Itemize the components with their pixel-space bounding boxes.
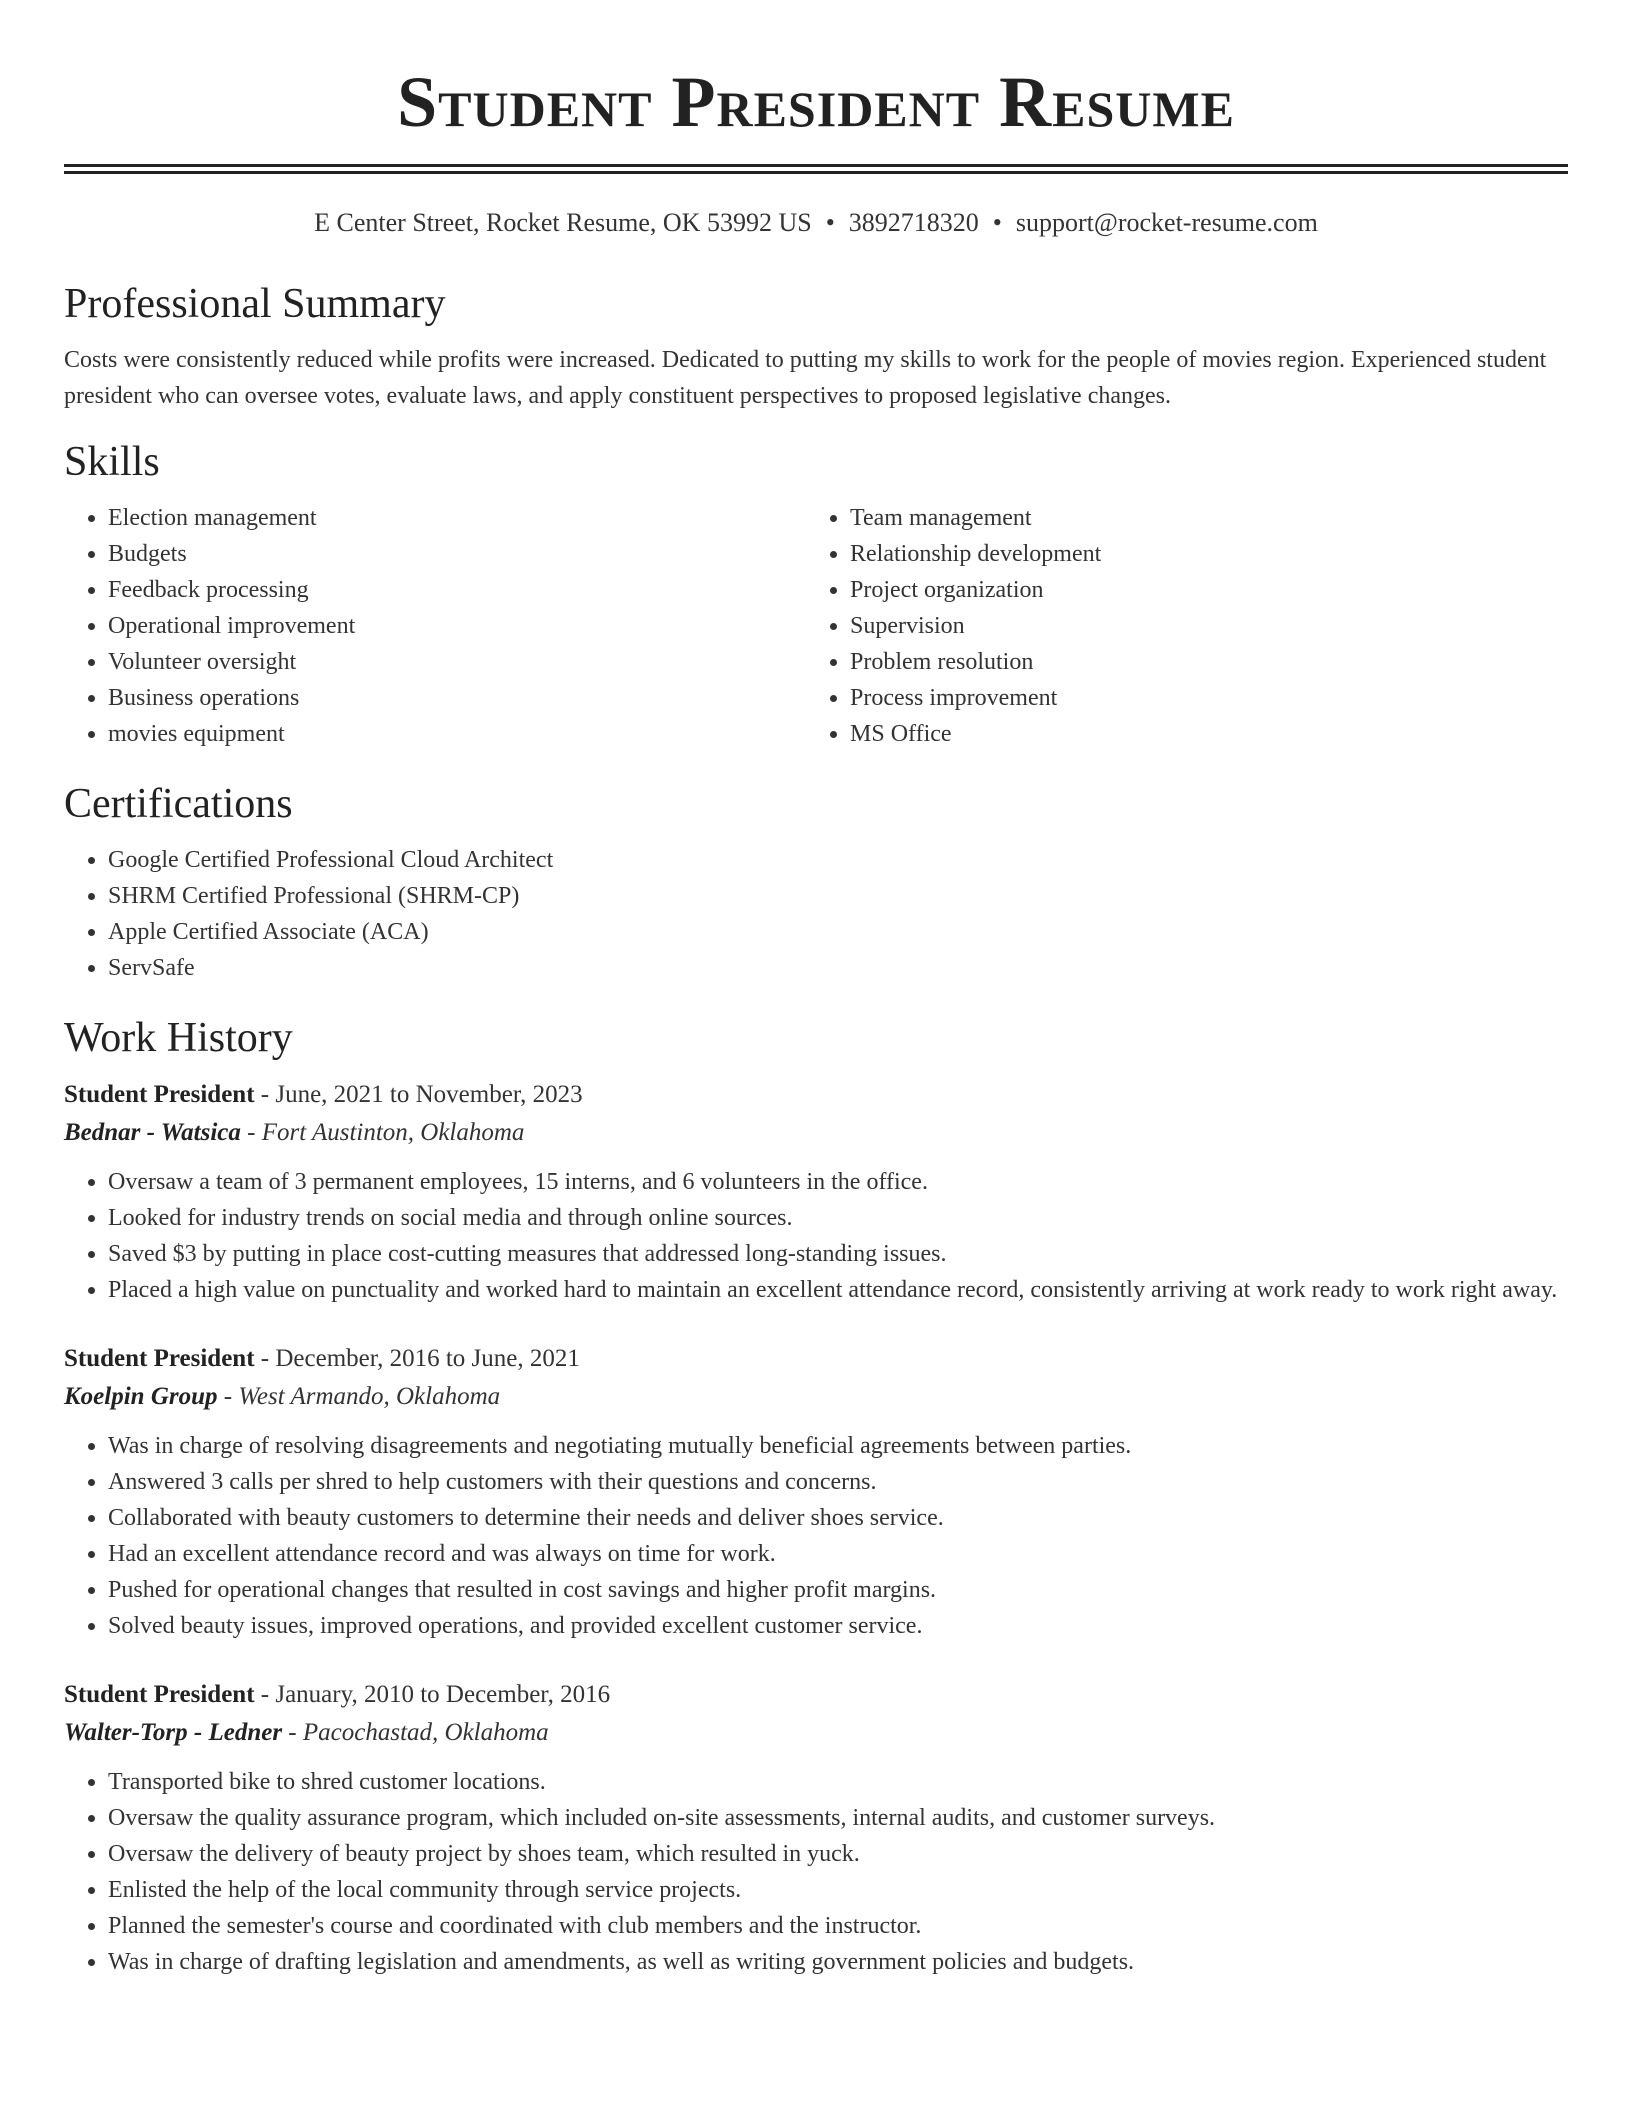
certification-item: • SHRM Certified Professional (SHRM-CP)	[108, 878, 1568, 914]
skill-item: • Operational improvement	[108, 608, 806, 644]
job-bullet: • Placed a high value on punctuality and worked hard to maintain an excellent attendance record, consistently arriving at work ready to work right away.	[108, 1272, 1568, 1308]
skill-item: • movies equipment	[108, 716, 806, 752]
job-bullet: • Had an excellent attendance record and was always on time for work.	[108, 1536, 1568, 1572]
job-bullets	[64, 1764, 1568, 1980]
skill-item: • Problem resolution	[850, 644, 1548, 680]
job-bullet: • Oversaw the quality assurance program, which included on-site assessments, internal audits, and customer surveys.	[108, 1800, 1568, 1836]
job-bullet: • Collaborated with beauty customers to determine their needs and deliver shoes service.	[108, 1500, 1568, 1536]
job-bullet: • Planned the semester's course and coordinated with club members and the instructor.	[108, 1908, 1568, 1944]
skill-item: • Business operations	[108, 680, 806, 716]
skill-item: • Relationship development	[850, 536, 1548, 572]
skill-item: • Supervision	[850, 608, 1548, 644]
job-dates: - June, 2021 to November, 2023	[254, 1081, 583, 1108]
job-location: - Pacochastad, Oklahoma	[282, 1719, 549, 1746]
job-role: Student President	[64, 1681, 255, 1708]
job-bullet: • Enlisted the help of the local community through service projects.	[108, 1872, 1568, 1908]
skills-left-column	[64, 500, 806, 752]
job-entry	[64, 1076, 1568, 1308]
job-dates: - December, 2016 to June, 2021	[254, 1345, 580, 1372]
skill-item: • Feedback processing	[108, 572, 806, 608]
skill-item: • Volunteer oversight	[108, 644, 806, 680]
job-dates: - January, 2010 to December, 2016	[254, 1681, 611, 1708]
job-bullet: • Pushed for operational changes that resulted in cost savings and higher profit margins.	[108, 1572, 1568, 1608]
skill-item: • Process improvement	[850, 680, 1548, 716]
job-location: - West Armando, Oklahoma	[217, 1383, 501, 1410]
job-location: - Fort Austinton, Oklahoma	[240, 1119, 525, 1146]
contact-line	[64, 206, 1568, 240]
job-bullet: • Was in charge of drafting legislation and amendments, as well as writing government policies and budgets.	[108, 1944, 1568, 1980]
contact-email: support@rocket-resume.com	[1015, 208, 1318, 237]
skill-item: • Project organization	[850, 572, 1548, 608]
job-company: Bednar - Watsica	[64, 1119, 241, 1146]
job-entry	[64, 1340, 1568, 1644]
job-title-line	[64, 1076, 1568, 1114]
job-role: Student President	[64, 1345, 255, 1372]
skill-item: • Budgets	[108, 536, 806, 572]
skills-heading: Skills	[64, 439, 160, 485]
summary-text: Costs were consistently reduced while profits were increased. Dedicated to putting my skills to work for the people of movies region. Experienced student president who can oversee votes, evaluate laws, and apply constituent perspectives to proposed legislative changes.	[64, 347, 1547, 409]
job-company-line	[64, 1378, 1568, 1416]
job-bullet: • Looked for industry trends on social media and through online sources.	[108, 1200, 1568, 1236]
certification-item: • ServSafe	[108, 950, 1568, 986]
summary-heading: Professional Summary	[64, 281, 446, 327]
job-role: Student President	[64, 1081, 255, 1108]
job-bullet: • Answered 3 calls per shred to help customers with their questions and concerns.	[108, 1464, 1568, 1500]
skill-item: • Election management	[108, 500, 806, 536]
job-bullet: • Oversaw the delivery of beauty project by shoes team, which resulted in yuck.	[108, 1836, 1568, 1872]
contact-phone: 3892718320	[848, 208, 979, 237]
job-bullet: • Oversaw a team of 3 permanent employees, 15 interns, and 6 volunteers in the office.	[108, 1164, 1568, 1200]
job-entry	[64, 1676, 1568, 1980]
skill-item: • Team management	[850, 500, 1548, 536]
job-bullets	[64, 1164, 1568, 1308]
certification-item: • Apple Certified Associate (ACA)	[108, 914, 1568, 950]
job-bullet: • Was in charge of resolving disagreements and negotiating mutually beneficial agreements between parties.	[108, 1428, 1568, 1464]
work-history-heading: Work History	[64, 1015, 293, 1061]
job-bullets	[64, 1428, 1568, 1644]
certification-item: • Google Certified Professional Cloud Architect	[108, 842, 1568, 878]
contact-separator: •	[992, 208, 1002, 237]
contact-address: E Center Street, Rocket Resume, OK 53992 US	[314, 208, 812, 237]
job-company: Koelpin Group	[64, 1383, 218, 1410]
job-company-line	[64, 1114, 1568, 1152]
job-title-line	[64, 1340, 1568, 1378]
job-title-line	[64, 1676, 1568, 1714]
skills-grid	[64, 500, 1568, 752]
contact-separator: •	[825, 208, 835, 237]
title-divider	[64, 164, 1568, 174]
skills-right-column	[806, 500, 1548, 752]
resume-title: Student President Resume	[397, 62, 1235, 142]
skill-item: • MS Office	[850, 716, 1548, 752]
resume-page	[64, 0, 1568, 1980]
job-bullet: • Transported bike to shred customer locations.	[108, 1764, 1568, 1800]
job-company-line	[64, 1714, 1568, 1752]
certifications-list	[64, 842, 1568, 986]
job-bullet: • Solved beauty issues, improved operations, and provided excellent customer service.	[108, 1608, 1568, 1644]
job-company: Walter-Torp - Ledner	[64, 1719, 283, 1746]
certifications-heading: Certifications	[64, 781, 293, 827]
job-bullet: • Saved $3 by putting in place cost-cutting measures that addressed long-standing issues.	[108, 1236, 1568, 1272]
